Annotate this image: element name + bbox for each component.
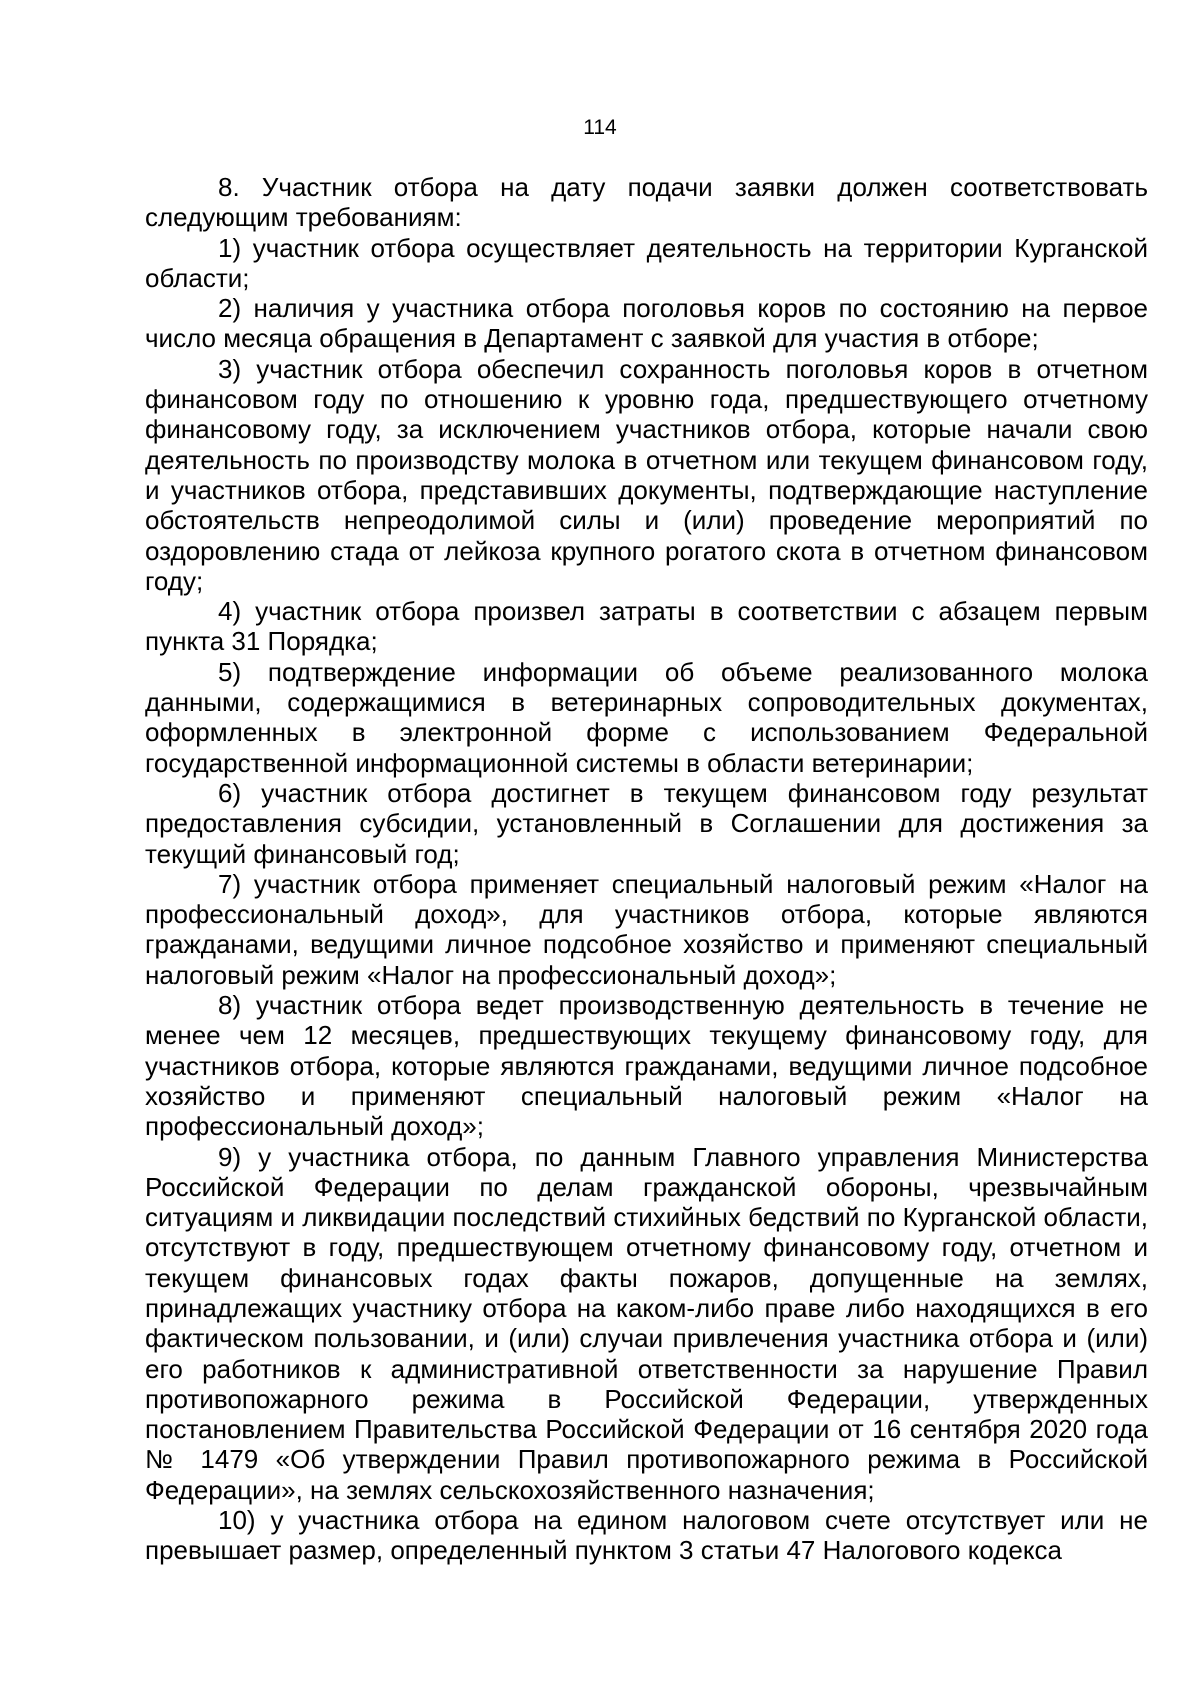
paragraph-item-10: 10) у участника отбора на едином налоговом счете отсутствует или не превышает размер, определенный пунктом 3 статьи 47 Налогового кодекса	[145, 1505, 1148, 1566]
page-number: 114	[583, 116, 617, 139]
paragraph-item-4: 4) участник отбора произвел затраты в соответствии с абзацем первым пункта 31 Порядка;	[145, 596, 1148, 657]
paragraph-item-2: 2) наличия у участника отбора поголовья коров по состоянию на первое число месяца обращения в Департамент с заявкой для участия в отборе;	[145, 293, 1148, 354]
paragraph-item-5: 5) подтверждение информации об объеме реализованного молока данными, содержащимися в ветеринарных сопроводительных документах, оформленных в электронной форме с использованием Федеральной государственной информационной системы в области ветеринарии;	[145, 656, 1148, 778]
paragraph-item-6: 6) участник отбора достигнет в текущем финансовом году результат предоставления субсидии, установленный в Соглашении для достижения за текущий финансовый год;	[145, 777, 1148, 869]
paragraph-requirements-intro: 8. Участник отбора на дату подачи заявки должен соответствовать следующим требованиям:	[145, 172, 1148, 233]
paragraph-item-9: 9) у участника отбора, по данным Главного управления Министерства Российской Федерации по делам гражданской обороны, чрезвычайным ситуациям и ликвидации последствий стихийных бедствий по Курганской области, отсутствуют в году, предшествующем отчетному финансовому году, отчетном и текущем финансовых годах факты пожаров, допущенные на землях, принадлежащих участнику отбора на каком-либо праве либо находящихся в его фактическом пользовании, и (или) случаи привлечения участника отбора и (или) его работников к административной ответственности за нарушение Правил противопожарного режима в Российской Федерации, утвержденных постановлением Правительства Российской Федерации от 16 сентября 2020 года № 1479 «Об утверждении Правил противопожарного режима в Российской Федерации», на землях сельскохозяйственного назначения;	[145, 1141, 1148, 1505]
paragraph-item-3: 3) участник отбора обеспечил сохранность поголовья коров в отчетном финансовом году по отношению к уровню года, предшествующего отчетному финансовому году, за исключением участников отбора, которые начали свою деятельность по производству молока в отчетном или текущем финансовом году, и участников отбора, представивших документы, подтверждающие наступление обстоятельств непреодолимой силы и (или) проведение мероприятий по оздоровлению стада от лейкоза крупного рогатого скота в отчетном финансовом году;	[145, 353, 1148, 596]
paragraph-item-1: 1) участник отбора осуществляет деятельность на территории Курганской области;	[145, 232, 1148, 293]
document-body	[145, 172, 1148, 1566]
paragraph-item-7: 7) участник отбора применяет специальный налоговый режим «Налог на профессиональный доход», для участников отбора, которые являются гражданами, ведущими личное подсобное хозяйство и применяют специальный налоговый режим «Налог на профессиональный доход»;	[145, 868, 1148, 990]
paragraph-item-8: 8) участник отбора ведет производственную деятельность в течение не менее чем 12 месяцев, предшествующих текущему финансовому году, для участников отбора, которые являются гражданами, ведущими личное подсобное хозяйство и применяют специальный налоговый режим «Налог на профессиональный доход»;	[145, 990, 1148, 1142]
